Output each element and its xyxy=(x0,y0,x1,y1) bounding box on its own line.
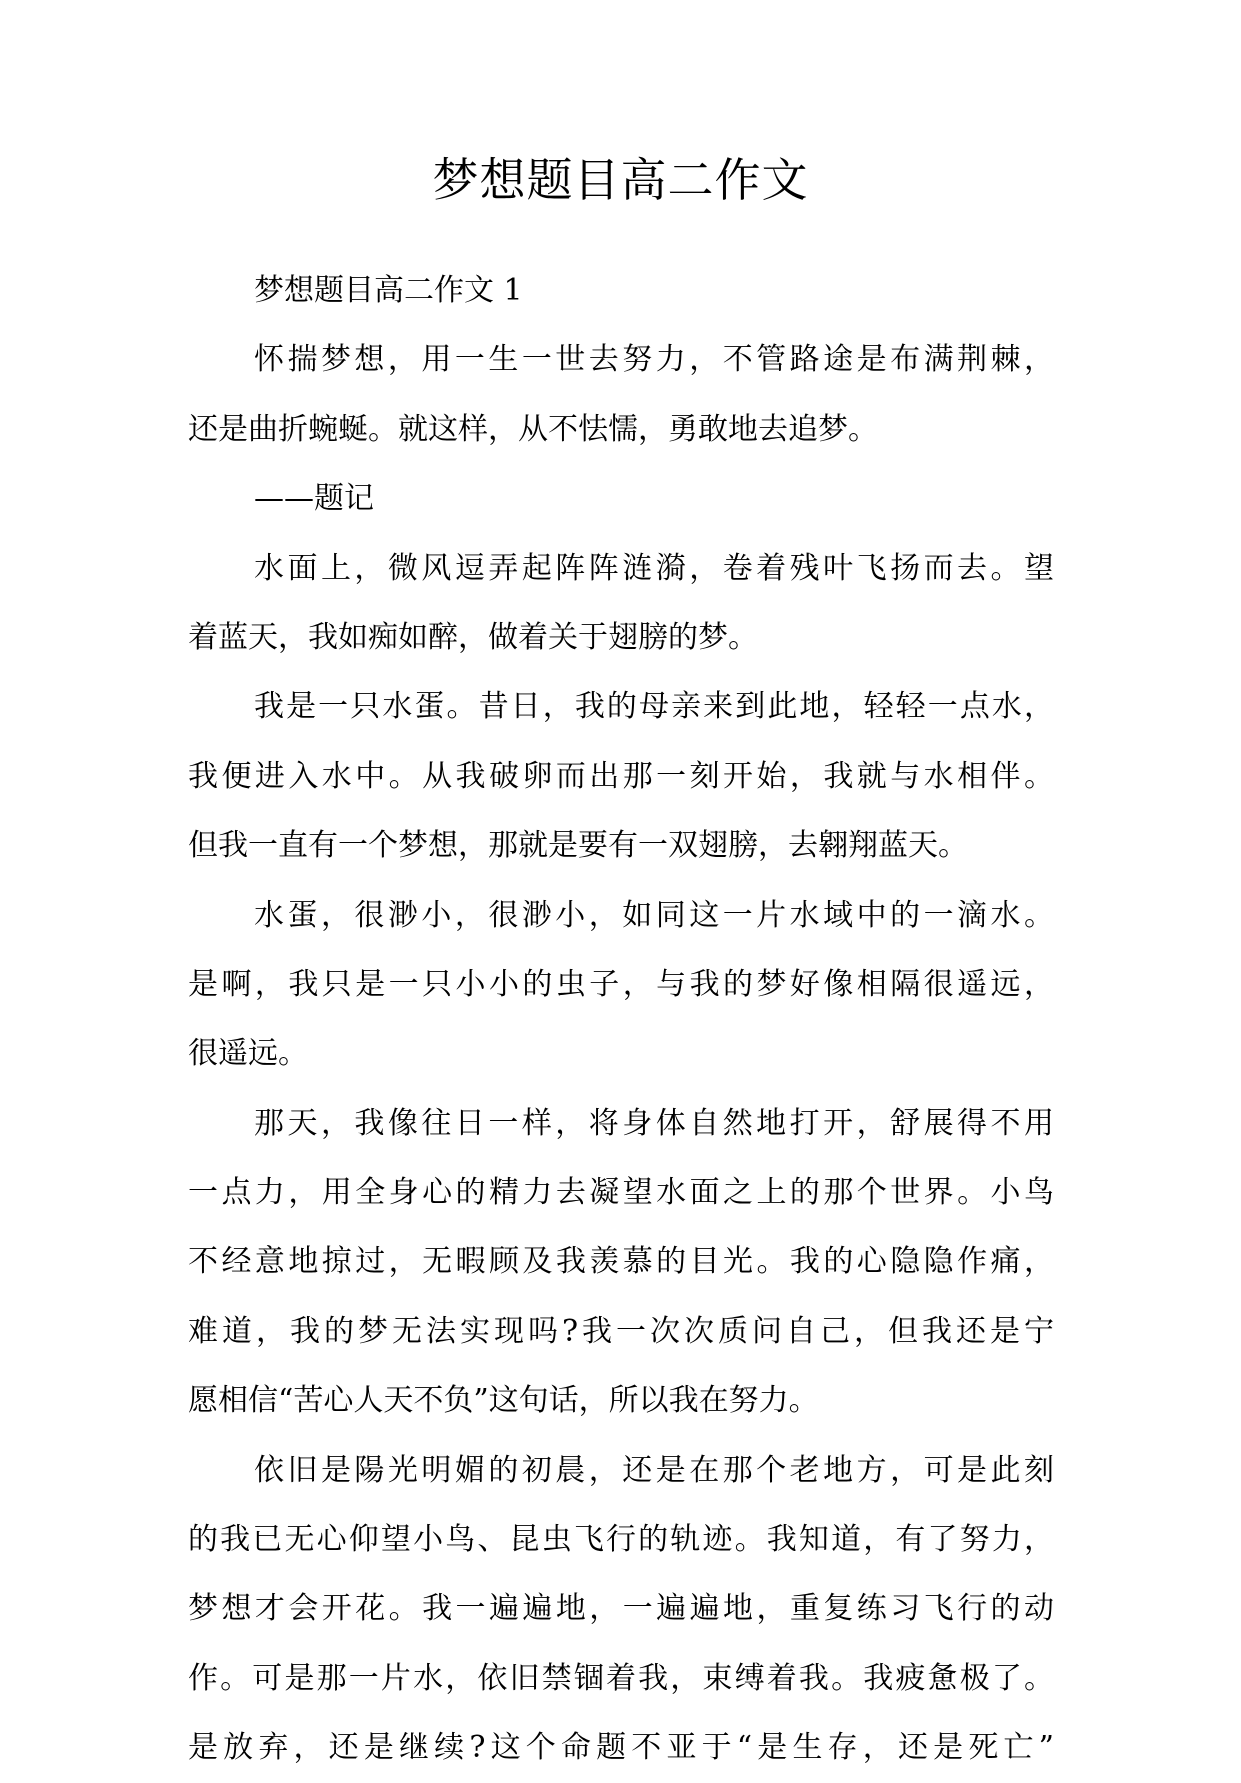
paragraph-line: 那天，我像往日一样，将身体自然地打开，舒展得不用 xyxy=(254,1105,1054,1141)
paragraph-line: 作。可是那一片水，依旧禁锢着我，束缚着我。我疲惫极了。 xyxy=(188,1660,1054,1696)
paragraph-line: 水蛋，很渺小，很渺小，如同这一片水域中的一滴水。 xyxy=(254,897,1054,933)
paragraph-line: 怀揣梦想，用一生一世去努力，不管路途是布满荆棘， xyxy=(254,342,1054,378)
paragraph-line: 很遥远。 xyxy=(188,1036,308,1072)
document-title: 梦想题目高二作文 xyxy=(432,153,809,207)
paragraph-line: 着蓝天，我如痴如醉，做着关于翅膀的梦。 xyxy=(188,619,758,655)
paragraph-line: 难道，我的梦无法实现吗?我一次次质问自己，但我还是宁 xyxy=(188,1313,1054,1349)
essay-subtitle: 梦想题目高二作文 1 xyxy=(254,273,523,308)
paragraph-line: 不经意地掠过，无暇顾及我羡慕的目光。我的心隐隐作痛， xyxy=(188,1244,1054,1280)
document-body xyxy=(188,256,1054,1783)
paragraph-line: 水面上，微风逗弄起阵阵涟漪，卷着残叶飞扬而去。望 xyxy=(254,550,1054,586)
paragraph-line: 但我一直有一个梦想，那就是要有一双翅膀，去翱翔蓝天。 xyxy=(188,828,968,864)
paragraph-line: 还是曲折蜿蜒。就这样，从不怯懦，勇敢地去追梦。 xyxy=(188,411,878,447)
paragraph-line: 愿相信“苦心人天不负”这句话，所以我在努力。 xyxy=(188,1383,819,1419)
paragraph-line: 是放弃，还是继续?这个命题不亚于“是生存，还是死亡” xyxy=(188,1730,1054,1766)
paragraph-line: 我是一只水蛋。昔日，我的母亲来到此地，轻轻一点水， xyxy=(254,689,1054,725)
paragraph-line: 梦想才会开花。我一遍遍地，一遍遍地，重复练习飞行的动 xyxy=(188,1591,1054,1627)
paragraph-line: 的我已无心仰望小鸟、昆虫飞行的轨迹。我知道，有了努力， xyxy=(188,1522,1054,1558)
epigraph-attribution: ——题记 xyxy=(254,481,374,517)
paragraph-line: 我便进入水中。从我破卵而出那一刻开始，我就与水相伴。 xyxy=(188,758,1054,794)
paragraph-line: 一点力，用全身心的精力去凝望水面之上的那个世界。小鸟 xyxy=(188,1175,1054,1211)
paragraph-line: 是啊，我只是一只小小的虫子，与我的梦好像相隔很遥远， xyxy=(188,966,1054,1002)
paragraph-line: 依旧是陽光明媚的初晨，还是在那个老地方，可是此刻 xyxy=(254,1452,1054,1488)
